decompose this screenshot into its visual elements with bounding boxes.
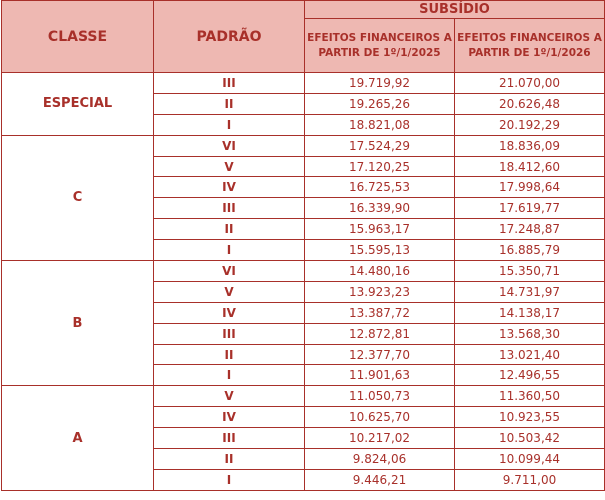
- table-body: [2, 73, 605, 491]
- value-2026-cell: 17.998,64: [455, 177, 605, 198]
- header-efeitos-2026: EFEITOS FINANCEIROS A PARTIR DE 1º/1/2026: [455, 19, 605, 73]
- padrao-cell: III: [154, 428, 305, 449]
- classe-cell: B: [2, 261, 154, 386]
- table-row: [2, 135, 605, 156]
- value-2025-cell: 19.265,26: [305, 93, 455, 114]
- table-row: [2, 261, 605, 282]
- value-2026-cell: 17.248,87: [455, 219, 605, 240]
- padrao-cell: II: [154, 93, 305, 114]
- value-2025-cell: 10.217,02: [305, 428, 455, 449]
- value-2026-cell: 16.885,79: [455, 240, 605, 261]
- value-2026-cell: 18.836,09: [455, 135, 605, 156]
- value-2026-cell: 14.138,17: [455, 302, 605, 323]
- padrao-cell: I: [154, 240, 305, 261]
- padrao-cell: III: [154, 323, 305, 344]
- padrao-cell: III: [154, 73, 305, 94]
- value-2025-cell: 9.446,21: [305, 469, 455, 490]
- value-2025-cell: 9.824,06: [305, 449, 455, 470]
- table-row: [2, 386, 605, 407]
- subsidio-table: [1, 0, 605, 491]
- value-2025-cell: 15.963,17: [305, 219, 455, 240]
- header-subsidio: SUBSÍDIO: [305, 1, 605, 19]
- value-2025-cell: 11.901,63: [305, 365, 455, 386]
- value-2026-cell: 13.021,40: [455, 344, 605, 365]
- value-2026-cell: 14.731,97: [455, 281, 605, 302]
- header-padrao: PADRÃO: [154, 1, 305, 73]
- value-2025-cell: 16.725,53: [305, 177, 455, 198]
- padrao-cell: VI: [154, 261, 305, 282]
- table-row: [2, 73, 605, 94]
- value-2025-cell: 19.719,92: [305, 73, 455, 94]
- padrao-cell: V: [154, 156, 305, 177]
- padrao-cell: V: [154, 386, 305, 407]
- value-2026-cell: 10.099,44: [455, 449, 605, 470]
- header-efeitos-2025: EFEITOS FINANCEIROS A PARTIR DE 1º/1/2025: [305, 19, 455, 73]
- value-2025-cell: 12.872,81: [305, 323, 455, 344]
- padrao-cell: V: [154, 281, 305, 302]
- padrao-cell: II: [154, 219, 305, 240]
- padrao-cell: III: [154, 198, 305, 219]
- value-2026-cell: 20.192,29: [455, 114, 605, 135]
- value-2025-cell: 13.923,23: [305, 281, 455, 302]
- padrao-cell: I: [154, 469, 305, 490]
- value-2026-cell: 10.923,55: [455, 407, 605, 428]
- value-2025-cell: 11.050,73: [305, 386, 455, 407]
- value-2026-cell: 13.568,30: [455, 323, 605, 344]
- value-2026-cell: 11.360,50: [455, 386, 605, 407]
- value-2025-cell: 13.387,72: [305, 302, 455, 323]
- value-2025-cell: 12.377,70: [305, 344, 455, 365]
- classe-cell: C: [2, 135, 154, 260]
- value-2025-cell: 10.625,70: [305, 407, 455, 428]
- value-2025-cell: 14.480,16: [305, 261, 455, 282]
- padrao-cell: I: [154, 365, 305, 386]
- padrao-cell: IV: [154, 177, 305, 198]
- value-2025-cell: 15.595,13: [305, 240, 455, 261]
- value-2025-cell: 16.339,90: [305, 198, 455, 219]
- table-header: [2, 1, 605, 73]
- classe-cell: ESPECIAL: [2, 73, 154, 136]
- value-2025-cell: 17.524,29: [305, 135, 455, 156]
- value-2026-cell: 15.350,71: [455, 261, 605, 282]
- padrao-cell: II: [154, 449, 305, 470]
- padrao-cell: IV: [154, 302, 305, 323]
- value-2026-cell: 12.496,55: [455, 365, 605, 386]
- value-2026-cell: 20.626,48: [455, 93, 605, 114]
- value-2026-cell: 10.503,42: [455, 428, 605, 449]
- padrao-cell: II: [154, 344, 305, 365]
- padrao-cell: VI: [154, 135, 305, 156]
- value-2026-cell: 17.619,77: [455, 198, 605, 219]
- value-2026-cell: 21.070,00: [455, 73, 605, 94]
- value-2025-cell: 18.821,08: [305, 114, 455, 135]
- padrao-cell: IV: [154, 407, 305, 428]
- value-2026-cell: 9.711,00: [455, 469, 605, 490]
- value-2026-cell: 18.412,60: [455, 156, 605, 177]
- value-2025-cell: 17.120,25: [305, 156, 455, 177]
- classe-cell: A: [2, 386, 154, 490]
- header-classe: CLASSE: [2, 1, 154, 73]
- padrao-cell: I: [154, 114, 305, 135]
